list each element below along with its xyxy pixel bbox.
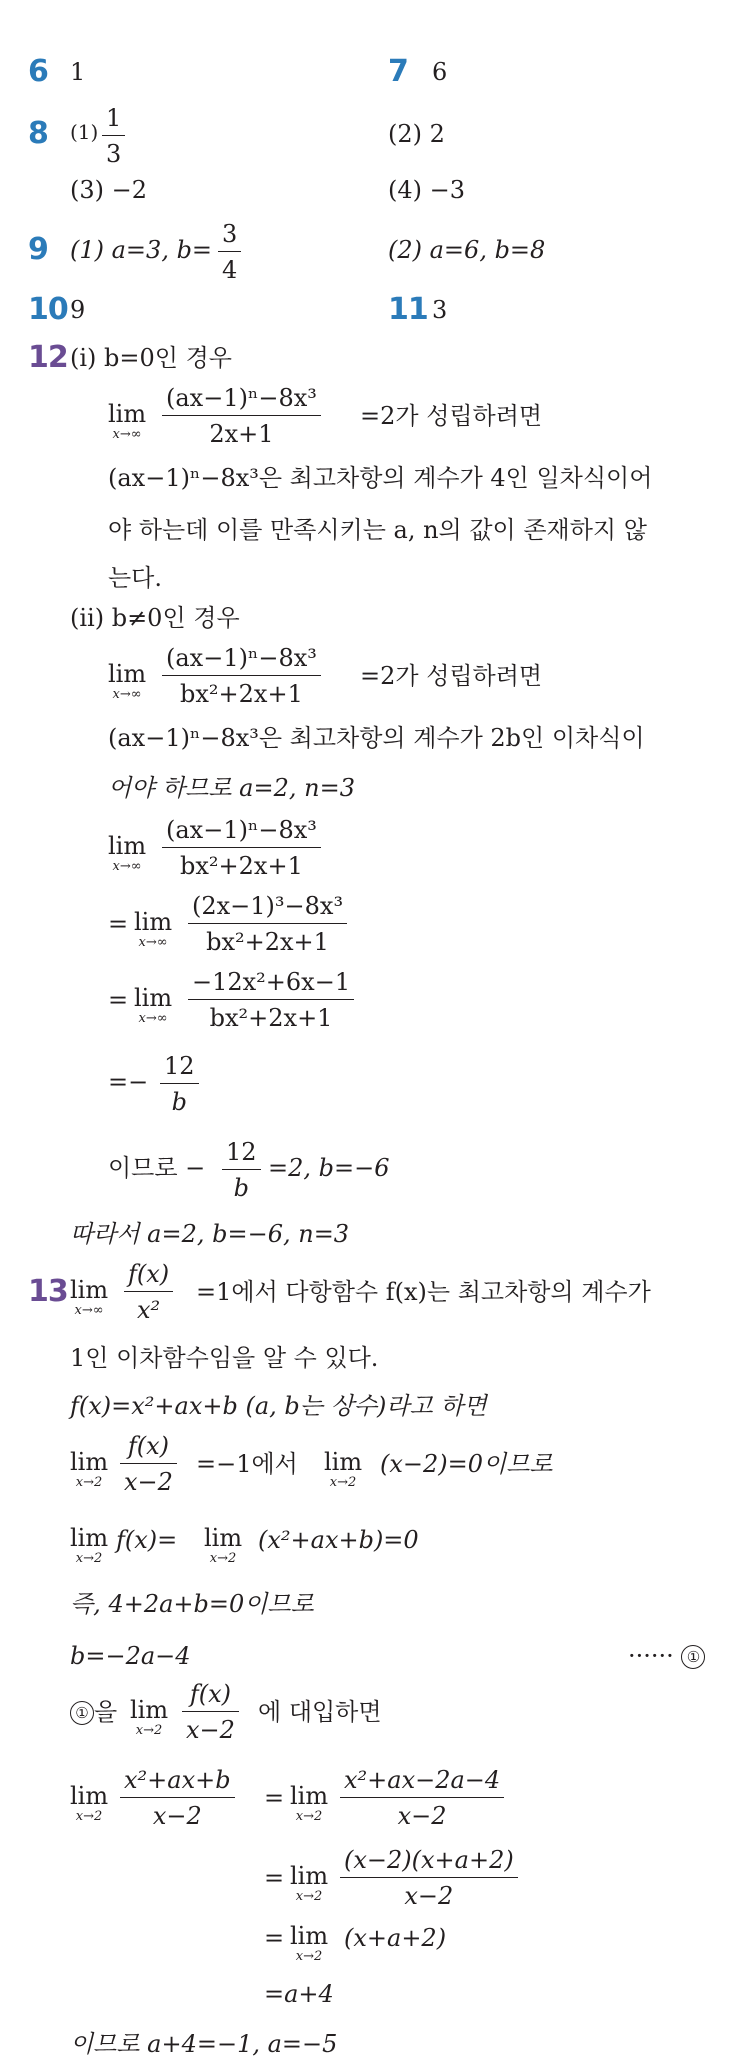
text-13-4-tail: (x−2)=0이므로	[380, 1450, 553, 1478]
text-13-6: 즉, 4+2a+b=0이므로	[70, 1590, 314, 1618]
equals-step-3: =	[108, 986, 129, 1014]
problem-number-7: 7	[388, 54, 408, 89]
problem-number-10: 10	[28, 292, 68, 327]
text-13-5-b: (x²+ax+b)=0	[258, 1526, 419, 1554]
answer-7: 6	[432, 58, 448, 86]
text-13-7: b=−2a−4	[70, 1642, 191, 1670]
conclusion-12: 따라서 a=2, b=−6, n=3	[70, 1220, 350, 1248]
text-13-m3: (x+a+2)	[344, 1924, 447, 1952]
fraction-step-1: $\frac{\text{(ax−1)ⁿ−8x³}}{\text{bx²+2x+1}}$	[162, 816, 321, 880]
case-2-heading: (ⅱ) b≠0인 경우	[70, 604, 240, 632]
fraction-13-m2: $\frac{(x-2)(x+a+2)}{x-2}$	[340, 1846, 518, 1910]
limit-13-5a: lim x→2	[70, 1524, 109, 1566]
limit-step-2: lim x→∞	[134, 908, 173, 950]
answer-8-3: (3) −2	[70, 176, 148, 204]
text-13-2: 1인 이차함수임을 알 수 있다.	[70, 1344, 379, 1372]
case-2-condition: =2가 성립하려면	[360, 662, 543, 690]
fraction-13-m1a: $\frac{\text{x²+ax+b}}{x-2}$	[120, 1766, 235, 1830]
answer-11: 3	[432, 296, 448, 324]
since-fraction: $\frac{12}{b}$	[222, 1138, 261, 1202]
since-result: =2, b=−6	[268, 1154, 390, 1182]
limit-step-3: lim x→∞	[134, 984, 173, 1026]
text-13-8-tail: 에 대입하면	[258, 1698, 382, 1726]
answer-8-2: (2) 2	[388, 120, 445, 148]
case-2-text-2: 어야 하므로 a=2, n=3	[108, 774, 355, 802]
equals-13-m2: =	[264, 1864, 285, 1892]
problem-number-12: 12	[28, 340, 68, 375]
limit-step-1: lim x→∞	[108, 832, 147, 874]
text-13-8-pre: ① 을	[70, 1700, 117, 1725]
limit-13-m3: lim x→2	[290, 1922, 329, 1964]
fraction-13-1: $\frac{f(x)}{\text{x²}}$	[124, 1260, 173, 1324]
fraction-step-4: $\frac{12}{b}$	[160, 1052, 199, 1116]
text-13-m4: =a+4	[264, 1980, 334, 2008]
equation-mark: ······ ①	[628, 1644, 705, 1669]
fraction-13-m1b: $\frac{\text{x²+ax−2a−4}}{x-2}$	[340, 1766, 504, 1830]
case-2-text-1: (ax−1)ⁿ−8x³은 최고차항의 계수가 2b인 이차식이	[108, 724, 645, 752]
fraction-case-2: $\frac{\text{(ax−1)ⁿ−8x³}}{\text{bx²+2x+1}}$	[162, 644, 321, 708]
limit-case-2: lim x→∞	[108, 660, 147, 702]
equals-step-4: =−	[108, 1068, 149, 1096]
text-13-3: f(x)=x²+ax+b (a, b는 상수)라고 하면	[70, 1392, 487, 1420]
limit-13-4b: lim x→2	[324, 1448, 363, 1490]
equals-step-2: =	[108, 910, 129, 938]
case-1-heading: (ⅰ) b=0인 경우	[70, 344, 232, 372]
case-1-text-3: 는다.	[108, 564, 162, 592]
answer-9-2: (2) a=6, b=8	[388, 236, 546, 264]
fraction-case-1: $\frac{\text{(ax−1)ⁿ−8x³}}{2x+1}$	[162, 384, 321, 448]
since-text: 이므로 −	[108, 1154, 206, 1182]
problem-number-6: 6	[28, 54, 48, 89]
equals-13-m1: =	[264, 1784, 285, 1812]
final-13: 이므로 a+4=−1, a=−5	[70, 2030, 338, 2058]
fraction-13-8: $\frac{f(x)}{x-2}$	[182, 1680, 239, 1744]
answer-8-4: (4) −3	[388, 176, 466, 204]
text-13-5-a: f(x)=	[116, 1526, 178, 1554]
limit-13-m1b: lim x→2	[290, 1782, 329, 1824]
fraction-13-4: $\frac{f(x)}{x-2}$	[120, 1432, 177, 1496]
problem-number-9: 9	[28, 232, 48, 267]
limit-13-m2: lim x→2	[290, 1862, 329, 1904]
answer-10: 9	[70, 296, 86, 324]
problem-number-11: 11	[388, 292, 428, 327]
answer-9-1-fraction: $\frac{3}{4}$	[218, 220, 241, 284]
equals-13-m3: =	[264, 1924, 285, 1952]
text-13-4-mid: =−1에서	[196, 1450, 298, 1478]
problem-number-13: 13	[28, 1274, 68, 1309]
limit-13-4a: lim x→2	[70, 1448, 109, 1490]
limit-case-1: lim x→∞	[108, 400, 147, 442]
case-1-condition: =2가 성립하려면	[360, 402, 543, 430]
text-13-1: =1에서 다항함수 f(x)는 최고차항의 계수가	[196, 1278, 651, 1306]
answer-8-1-label: (1)	[70, 120, 99, 144]
answer-6: 1	[70, 58, 86, 86]
limit-13-1: lim x→∞	[70, 1276, 109, 1318]
answer-8-1-fraction: $\frac{1}{3}$	[102, 104, 125, 168]
fraction-step-3: $\frac{\text{−12x²+6x−1}}{\text{bx²+2x+1}}$	[188, 968, 354, 1032]
fraction-step-2: $\frac{\text{(2x−1)³−8x³}}{\text{bx²+2x+1}}$	[188, 892, 347, 956]
problem-number-8: 8	[28, 116, 48, 151]
limit-13-m1a: lim x→2	[70, 1782, 109, 1824]
case-1-text-1: (ax−1)ⁿ−8x³은 최고차항의 계수가 4인 일차식이어	[108, 464, 653, 492]
answer-9-1: (1) a=3, b=	[70, 236, 213, 264]
case-1-text-2: 야 하는데 이를 만족시키는 a, n의 값이 존재하지 않	[108, 516, 647, 544]
limit-13-8: lim x→2	[130, 1696, 169, 1738]
limit-13-5b: lim x→2	[204, 1524, 243, 1566]
